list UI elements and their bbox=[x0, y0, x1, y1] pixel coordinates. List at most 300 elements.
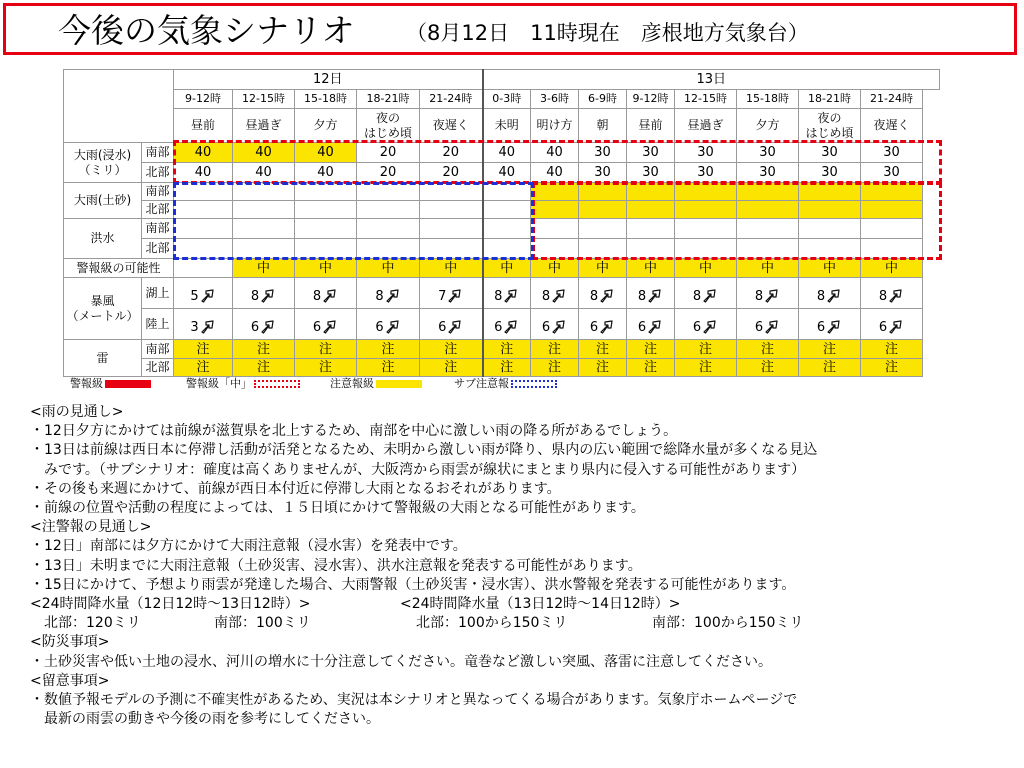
time-header: 15-18時 bbox=[295, 90, 357, 109]
wind-speed-value: 6 bbox=[878, 320, 888, 335]
flood-cell bbox=[233, 239, 295, 259]
category-label: 洪水 bbox=[64, 219, 142, 259]
thunder-cell: 注 bbox=[531, 359, 579, 377]
flood-cell bbox=[675, 219, 737, 239]
rain-value-cell: 30 bbox=[627, 143, 675, 163]
thunder-cell: 注 bbox=[174, 359, 233, 377]
wind-speed-value: 8 bbox=[250, 289, 260, 304]
thunder-cell: 注 bbox=[357, 359, 420, 377]
thunder-cell: 注 bbox=[420, 340, 483, 359]
rain-value-cell: 20 bbox=[420, 163, 483, 183]
wind-speed-value: 6 bbox=[375, 320, 384, 335]
flood-cell bbox=[483, 239, 531, 259]
legend-warning-mid: 警報級「中」 bbox=[186, 377, 300, 391]
wind-direction-arrow-icon bbox=[260, 287, 276, 303]
thunder-cell: 注 bbox=[233, 359, 295, 377]
rain-value-cell: 40 bbox=[174, 163, 233, 183]
rain-outlook-line: ・13日は前線は西日本に停滞し活動が活発となるため、未明から激しい雨が降り、県内の広い範囲で総降水量が多くなる見込 bbox=[30, 442, 818, 459]
rain24-b-heading: <24時間降水量（13日12時～14日12時）> bbox=[400, 596, 681, 613]
thunder-cell: 注 bbox=[174, 340, 233, 359]
flood-cell bbox=[295, 239, 357, 259]
period-label: 夕方 bbox=[313, 118, 338, 132]
thunder-cell: 注 bbox=[861, 359, 923, 377]
period-header bbox=[295, 109, 357, 143]
wind-cell bbox=[295, 309, 357, 340]
rain-inundation-north-row bbox=[64, 163, 940, 183]
period-label: 昼前 bbox=[190, 118, 215, 132]
wind-speed-value: 6 bbox=[312, 320, 322, 335]
wind-speed-value: 6 bbox=[589, 320, 599, 335]
legend-warning-swatch bbox=[105, 380, 151, 388]
period-label: 明け方 bbox=[536, 118, 573, 132]
wind-direction-arrow-icon bbox=[647, 287, 663, 303]
landslide-cell bbox=[174, 201, 233, 219]
thunder-cell: 注 bbox=[295, 340, 357, 359]
thunder-cell: 注 bbox=[627, 340, 675, 359]
wind-direction-arrow-icon bbox=[385, 287, 401, 303]
rain-landslide-south-row bbox=[64, 183, 940, 201]
period-header bbox=[799, 109, 861, 143]
rain-value-cell: 40 bbox=[233, 143, 295, 163]
wind-speed-value: 8 bbox=[494, 289, 503, 304]
thunder-cell: 注 bbox=[737, 340, 799, 359]
warning-outlook-line: ・15日にかけて、予想より雨雲が発達した場合、大雨警報（土砂災害・浸水害）、洪水警報を発表する可能性があります。 bbox=[30, 576, 796, 593]
legend-warning: 警報級 bbox=[70, 377, 151, 391]
wind-cell bbox=[861, 309, 923, 340]
day-header: 13日 bbox=[483, 70, 940, 90]
possibility-cell: 中 bbox=[420, 259, 483, 278]
time-header: 21-24時 bbox=[861, 90, 923, 109]
wind-direction-arrow-icon bbox=[888, 318, 904, 334]
area-label: 南部 bbox=[142, 183, 174, 201]
wind-cell bbox=[579, 309, 627, 340]
wind-speed-value: 6 bbox=[637, 320, 647, 335]
wind-direction-arrow-icon bbox=[888, 287, 904, 303]
rain-value-cell: 20 bbox=[357, 143, 420, 163]
rain-value-cell: 40 bbox=[295, 143, 357, 163]
wind-speed-value: 8 bbox=[878, 289, 888, 304]
period-header bbox=[627, 109, 675, 143]
day-header: 12日 bbox=[174, 70, 483, 90]
time-header: 12-15時 bbox=[233, 90, 295, 109]
wind-cell bbox=[799, 278, 861, 309]
flood-cell bbox=[420, 219, 483, 239]
possibility-cell: 中 bbox=[295, 259, 357, 278]
flood-cell bbox=[799, 239, 861, 259]
wind-cell bbox=[579, 278, 627, 309]
area-label: 北部 bbox=[142, 359, 174, 377]
time-header: 9-12時 bbox=[174, 90, 233, 109]
disaster-heading: <防災事項> bbox=[30, 634, 110, 651]
period-label: 夜遅く bbox=[873, 118, 910, 132]
period-label: 夜の bbox=[817, 110, 842, 125]
landslide-cell bbox=[799, 201, 861, 219]
possibility-cell: 中 bbox=[737, 259, 799, 278]
category-label: 警報級の可能性 bbox=[64, 259, 174, 278]
flood-cell bbox=[174, 239, 233, 259]
flood-south-row bbox=[64, 219, 940, 239]
flood-cell bbox=[531, 219, 579, 239]
thunder-cell: 注 bbox=[483, 359, 531, 377]
period-label: はじめ頃 bbox=[805, 125, 854, 140]
rain-value-cell: 30 bbox=[737, 163, 799, 183]
flood-cell bbox=[861, 219, 923, 239]
wind-speed-value: 3 bbox=[190, 320, 199, 335]
period-label: 昼過ぎ bbox=[245, 118, 282, 132]
wind-cell bbox=[174, 278, 233, 309]
rain-value-cell: 20 bbox=[357, 163, 420, 183]
rain24-heading-row bbox=[30, 595, 1015, 614]
wind-speed-value: 6 bbox=[692, 320, 702, 335]
wind-cell bbox=[233, 309, 295, 340]
wind-direction-arrow-icon bbox=[322, 318, 338, 334]
thunder-cell: 注 bbox=[861, 340, 923, 359]
landslide-cell bbox=[531, 201, 579, 219]
possibility-cell: 中 bbox=[483, 259, 531, 278]
area-label: 湖上 bbox=[142, 278, 174, 309]
wind-direction-arrow-icon bbox=[447, 318, 463, 334]
time-header: 12-15時 bbox=[675, 90, 737, 109]
wind-lake-row bbox=[64, 278, 940, 309]
wind-direction-arrow-icon bbox=[200, 318, 216, 334]
rain24-b-north: 北部：100から150ミリ bbox=[416, 615, 568, 632]
wind-direction-arrow-icon bbox=[503, 318, 519, 334]
flood-cell bbox=[737, 219, 799, 239]
landslide-cell bbox=[357, 183, 420, 201]
rain-value-cell: 30 bbox=[675, 163, 737, 183]
flood-cell bbox=[483, 219, 531, 239]
wind-direction-arrow-icon bbox=[447, 287, 463, 303]
thunder-cell: 注 bbox=[579, 359, 627, 377]
landslide-cell bbox=[357, 201, 420, 219]
period-label: 夜遅く bbox=[432, 118, 469, 132]
landslide-cell bbox=[531, 183, 579, 201]
landslide-cell bbox=[675, 183, 737, 201]
rain-value-cell: 30 bbox=[737, 143, 799, 163]
possibility-cell: 中 bbox=[627, 259, 675, 278]
rain-value-cell: 40 bbox=[483, 163, 531, 183]
landslide-cell bbox=[579, 183, 627, 201]
rain-value-cell: 30 bbox=[579, 163, 627, 183]
wind-direction-arrow-icon bbox=[647, 318, 663, 334]
wind-cell bbox=[799, 309, 861, 340]
thunder-cell: 注 bbox=[233, 340, 295, 359]
landslide-cell bbox=[627, 201, 675, 219]
wind-cell bbox=[233, 278, 295, 309]
flood-cell bbox=[579, 239, 627, 259]
possibility-cell: 中 bbox=[357, 259, 420, 278]
period-label: 朝 bbox=[596, 118, 609, 132]
thunder-north-row bbox=[64, 359, 940, 377]
thunder-cell: 注 bbox=[531, 340, 579, 359]
area-label: 陸上 bbox=[142, 309, 174, 340]
wind-speed-value: 8 bbox=[754, 289, 764, 304]
rain-value-cell: 40 bbox=[483, 143, 531, 163]
time-header: 3-6時 bbox=[531, 90, 579, 109]
wind-speed-value: 7 bbox=[438, 289, 447, 304]
header-day-row bbox=[64, 70, 940, 90]
wind-direction-arrow-icon bbox=[826, 318, 842, 334]
category-label: 大雨(浸水) （ミリ） bbox=[64, 143, 142, 183]
landslide-cell bbox=[483, 201, 531, 219]
wind-speed-value: 5 bbox=[190, 289, 199, 304]
time-header: 18-21時 bbox=[357, 90, 420, 109]
flood-cell bbox=[799, 219, 861, 239]
rain-outlook-line: ・その後も来週にかけて、前線が西日本付近に停滞し大雨となるおそれがあります。 bbox=[30, 480, 561, 497]
period-header bbox=[675, 109, 737, 143]
landslide-cell bbox=[799, 183, 861, 201]
wind-direction-arrow-icon bbox=[764, 318, 780, 334]
wind-direction-arrow-icon bbox=[599, 287, 615, 303]
forecast-table bbox=[63, 69, 940, 377]
wind-cell bbox=[675, 278, 737, 309]
time-header: 21-24時 bbox=[420, 90, 483, 109]
landslide-cell bbox=[420, 201, 483, 219]
thunder-cell: 注 bbox=[675, 340, 737, 359]
wind-cell bbox=[675, 309, 737, 340]
wind-cell bbox=[737, 278, 799, 309]
thunder-cell: 注 bbox=[675, 359, 737, 377]
rain-outlook-line: ・12日夕方にかけては前線が滋賀県を北上するため、南部を中心に激しい雨の降る所があるでしょう。 bbox=[30, 423, 678, 440]
wind-speed-value: 8 bbox=[312, 289, 322, 304]
landslide-cell bbox=[174, 183, 233, 201]
landslide-cell bbox=[420, 183, 483, 201]
category-label: 暴風 （メートル） bbox=[64, 278, 142, 340]
flood-cell bbox=[357, 219, 420, 239]
landslide-cell bbox=[295, 201, 357, 219]
flood-cell bbox=[627, 219, 675, 239]
wind-cell bbox=[483, 278, 531, 309]
wind-speed-value: 8 bbox=[816, 289, 826, 304]
rain-value-cell: 40 bbox=[531, 163, 579, 183]
wind-speed-value: 8 bbox=[692, 289, 702, 304]
wind-direction-arrow-icon bbox=[551, 318, 567, 334]
rain-outlook-heading: <雨の見通し> bbox=[30, 404, 124, 420]
period-label: はじめ頃 bbox=[363, 125, 412, 140]
area-label: 北部 bbox=[142, 163, 174, 183]
wind-direction-arrow-icon bbox=[503, 287, 519, 303]
legend-warning-mid-swatch bbox=[254, 380, 300, 388]
period-label: 未明 bbox=[494, 118, 519, 132]
remarks-line: 最新の雨雲の動きや今後の雨を参考にしてください。 bbox=[44, 711, 380, 728]
rain-value-cell: 30 bbox=[861, 163, 923, 183]
disaster-line: ・土砂災害や低い土地の浸水、河川の増水に十分注意してください。竜巻など激しい突風、落雷に注意してください。 bbox=[30, 653, 772, 670]
rain-value-cell: 40 bbox=[174, 143, 233, 163]
flood-cell bbox=[233, 219, 295, 239]
wind-direction-arrow-icon bbox=[599, 318, 615, 334]
period-header bbox=[579, 109, 627, 143]
period-label: 昼前 bbox=[638, 118, 663, 132]
wind-cell bbox=[737, 309, 799, 340]
flood-cell bbox=[861, 239, 923, 259]
rain24-a-south: 南部：100ミリ bbox=[214, 615, 311, 632]
wind-cell bbox=[627, 278, 675, 309]
wind-cell bbox=[861, 278, 923, 309]
wind-speed-value: 6 bbox=[754, 320, 764, 335]
possibility-cell: 中 bbox=[861, 259, 923, 278]
category-label: 雷 bbox=[64, 340, 142, 377]
time-header: 0-3時 bbox=[483, 90, 531, 109]
flood-cell bbox=[174, 219, 233, 239]
rain-value-cell: 40 bbox=[295, 163, 357, 183]
wind-cell bbox=[357, 278, 420, 309]
wind-cell bbox=[627, 309, 675, 340]
rain-landslide-north-row bbox=[64, 201, 940, 219]
landslide-cell bbox=[861, 183, 923, 201]
landslide-cell bbox=[737, 183, 799, 201]
wind-cell bbox=[420, 309, 483, 340]
rain-value-cell: 30 bbox=[675, 143, 737, 163]
rain24-a-heading: <24時間降水量（12日12時～13日12時）> bbox=[30, 596, 311, 613]
period-header bbox=[357, 109, 420, 143]
rain-value-cell: 40 bbox=[531, 143, 579, 163]
flood-cell bbox=[295, 219, 357, 239]
possibility-cell: 中 bbox=[531, 259, 579, 278]
rain-value-cell: 30 bbox=[579, 143, 627, 163]
period-header bbox=[174, 109, 233, 143]
wind-speed-value: 8 bbox=[541, 289, 551, 304]
landslide-cell bbox=[295, 183, 357, 201]
period-header bbox=[737, 109, 799, 143]
flood-cell bbox=[579, 219, 627, 239]
possibility-cell: 中 bbox=[675, 259, 737, 278]
legend-advisory: 注意報級 bbox=[330, 377, 422, 391]
flood-cell bbox=[420, 239, 483, 259]
period-header bbox=[420, 109, 483, 143]
wind-direction-arrow-icon bbox=[322, 287, 338, 303]
rain-value-cell: 30 bbox=[799, 163, 861, 183]
landslide-cell bbox=[675, 201, 737, 219]
header-time-row bbox=[64, 90, 940, 109]
thunder-cell: 注 bbox=[799, 340, 861, 359]
rain-outlook-line: みです。（サブシナリオ：確度は高くありませんが、大阪湾から雨雲が線状にまとまり県内に侵入する可能性があります） bbox=[44, 461, 806, 478]
rain-value-cell: 30 bbox=[861, 143, 923, 163]
landslide-cell bbox=[627, 183, 675, 201]
notes-section bbox=[30, 403, 1015, 729]
wind-direction-arrow-icon bbox=[702, 318, 718, 334]
wind-speed-value: 6 bbox=[541, 320, 551, 335]
wind-cell bbox=[174, 309, 233, 340]
thunder-cell: 注 bbox=[737, 359, 799, 377]
rain-value-cell: 40 bbox=[233, 163, 295, 183]
wind-cell bbox=[483, 309, 531, 340]
thunder-cell: 注 bbox=[357, 340, 420, 359]
thunder-cell: 注 bbox=[799, 359, 861, 377]
corner-cell bbox=[64, 70, 174, 143]
wind-cell bbox=[531, 278, 579, 309]
area-label: 南部 bbox=[142, 340, 174, 359]
wind-cell bbox=[357, 309, 420, 340]
flood-cell bbox=[531, 239, 579, 259]
possibility-cell bbox=[174, 259, 233, 278]
legend-sub-advisory: サブ注意報 bbox=[454, 377, 557, 391]
wind-speed-value: 6 bbox=[816, 320, 826, 335]
wind-direction-arrow-icon bbox=[200, 287, 216, 303]
period-header bbox=[233, 109, 295, 143]
period-label: 夜の bbox=[375, 110, 400, 125]
rain-value-cell: 20 bbox=[420, 143, 483, 163]
warning-outlook-line: ・13日」未明までに大雨注意報（土砂災害、浸水害）、洪水注意報を発表する可能性があります。 bbox=[30, 557, 642, 574]
page-subtitle: （8月12日 11時現在 彦根地方気象台） bbox=[406, 21, 809, 45]
flood-cell bbox=[357, 239, 420, 259]
warning-outlook-heading: <注警報の見通し> bbox=[30, 519, 152, 536]
time-header: 15-18時 bbox=[737, 90, 799, 109]
area-label: 北部 bbox=[142, 239, 174, 259]
wind-speed-value: 8 bbox=[637, 289, 647, 304]
area-label: 南部 bbox=[142, 219, 174, 239]
possibility-row bbox=[64, 259, 940, 278]
landslide-cell bbox=[233, 201, 295, 219]
landslide-cell bbox=[861, 201, 923, 219]
wind-speed-value: 6 bbox=[250, 320, 260, 335]
period-label: 夕方 bbox=[755, 118, 780, 132]
wind-cell bbox=[295, 278, 357, 309]
wind-cell bbox=[531, 309, 579, 340]
wind-direction-arrow-icon bbox=[702, 287, 718, 303]
page-title: 今後の気象シナリオ bbox=[58, 11, 355, 50]
wind-cell bbox=[420, 278, 483, 309]
thunder-cell: 注 bbox=[295, 359, 357, 377]
period-header bbox=[861, 109, 923, 143]
landslide-cell bbox=[737, 201, 799, 219]
rain-value-cell: 30 bbox=[627, 163, 675, 183]
rain24-a-north: 北部：120ミリ bbox=[44, 615, 141, 632]
thunder-cell: 注 bbox=[627, 359, 675, 377]
wind-direction-arrow-icon bbox=[385, 318, 401, 334]
rain24-value-row bbox=[30, 614, 1015, 633]
area-label: 南部 bbox=[142, 143, 174, 163]
category-label: 大雨(土砂) bbox=[64, 183, 142, 219]
wind-direction-arrow-icon bbox=[260, 318, 276, 334]
landslide-cell bbox=[233, 183, 295, 201]
wind-direction-arrow-icon bbox=[551, 287, 567, 303]
flood-north-row bbox=[64, 239, 940, 259]
thunder-cell: 注 bbox=[420, 359, 483, 377]
warning-outlook-line: ・12日」南部には夕方にかけて大雨注意報（浸水害）を発表中です。 bbox=[30, 538, 467, 555]
wind-speed-value: 8 bbox=[589, 289, 599, 304]
rain-value-cell: 30 bbox=[799, 143, 861, 163]
wind-speed-value: 6 bbox=[494, 320, 503, 335]
wind-direction-arrow-icon bbox=[764, 287, 780, 303]
title-box bbox=[3, 3, 1017, 55]
remarks-line: ・数値予報モデルの予測に不確実性があるため、実況は本シナリオと異なってくる場合があります。気象庁ホームページで bbox=[30, 692, 798, 709]
time-header: 18-21時 bbox=[799, 90, 861, 109]
flood-cell bbox=[627, 239, 675, 259]
wind-direction-arrow-icon bbox=[826, 287, 842, 303]
area-label: 北部 bbox=[142, 201, 174, 219]
wind-land-row bbox=[64, 309, 940, 340]
remarks-heading: <留意事項> bbox=[30, 672, 110, 689]
rain24-b-south: 南部：100から150ミリ bbox=[652, 615, 804, 632]
legend-advisory-swatch bbox=[376, 380, 422, 388]
flood-cell bbox=[737, 239, 799, 259]
time-header: 9-12時 bbox=[627, 90, 675, 109]
rain-outlook-line: ・前線の位置や活動の程度によっては、１５日頃にかけて警報級の大雨となる可能性があります。 bbox=[30, 500, 645, 517]
rain-inundation-south-row bbox=[64, 143, 940, 163]
time-header: 6-9時 bbox=[579, 90, 627, 109]
period-header bbox=[531, 109, 579, 143]
possibility-cell: 中 bbox=[579, 259, 627, 278]
period-header bbox=[483, 109, 531, 143]
landslide-cell bbox=[579, 201, 627, 219]
flood-cell bbox=[675, 239, 737, 259]
thunder-cell: 注 bbox=[483, 340, 531, 359]
period-label: 昼過ぎ bbox=[687, 118, 724, 132]
thunder-cell: 注 bbox=[579, 340, 627, 359]
wind-speed-value: 6 bbox=[438, 320, 447, 335]
wind-speed-value: 8 bbox=[375, 289, 384, 304]
landslide-cell bbox=[483, 183, 531, 201]
